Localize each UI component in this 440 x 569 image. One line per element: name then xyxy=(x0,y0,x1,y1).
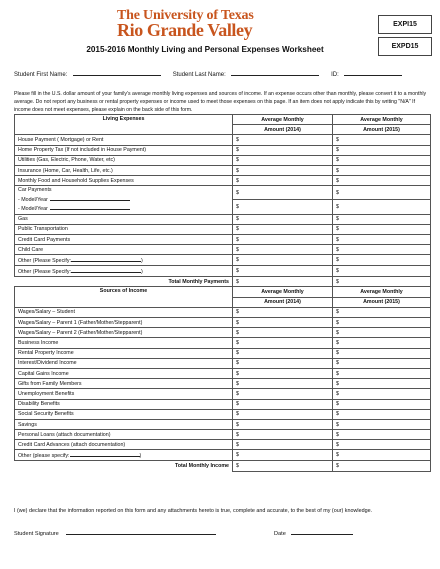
amount-2015[interactable]: $ xyxy=(333,145,431,155)
col-2015-year: Amount (2015) xyxy=(333,125,431,135)
income-label: Credit Card Advances (attach documentation) xyxy=(15,440,233,450)
car-model-field[interactable] xyxy=(50,195,130,201)
amount-2014[interactable]: $ xyxy=(233,318,333,328)
income-row xyxy=(15,409,431,419)
amount-2014[interactable]: $ xyxy=(233,440,333,450)
car-model-label: - Model/Year xyxy=(18,196,48,203)
amount-2015[interactable]: $ xyxy=(333,379,431,389)
declaration: I (we) declare that the information reported on this form and any attachments hereto is true, complete and accurate, to the best of my (our) knowledge. xyxy=(14,508,373,514)
income-label: Rental Property Income xyxy=(15,348,233,358)
income-label: Interest/Dividend Income xyxy=(15,358,233,368)
income-label: Wages/Salary – Student xyxy=(15,307,233,317)
expense-label: Public Transportation xyxy=(15,224,233,234)
income-label: Savings xyxy=(15,419,233,429)
income-header-row xyxy=(15,287,431,297)
col-2015-heading: Average Monthly xyxy=(333,287,431,297)
expense-label: Gas xyxy=(15,214,233,224)
amount-2014[interactable]: $ xyxy=(233,214,333,224)
income-row xyxy=(15,328,431,338)
income-row xyxy=(15,348,431,358)
amount-2014[interactable]: $ xyxy=(233,307,333,317)
expenses-header-row xyxy=(15,115,431,125)
amount-2015[interactable]: $ xyxy=(333,358,431,368)
worksheet-table xyxy=(14,114,431,472)
income-row xyxy=(15,318,431,328)
form-code-expd15: EXPD15 xyxy=(378,37,432,56)
income-row xyxy=(15,399,431,409)
id-field[interactable] xyxy=(344,69,402,76)
amount-2015[interactable]: $ xyxy=(333,307,431,317)
last-name-label: Student Last Name: xyxy=(172,72,226,78)
income-row xyxy=(15,368,431,378)
amount-2015[interactable]: $ xyxy=(333,399,431,409)
date-field[interactable] xyxy=(291,528,353,535)
col-2014-heading: Average Monthly xyxy=(233,115,333,125)
total-2014[interactable]: $ xyxy=(233,461,333,471)
amount-2014[interactable]: $ xyxy=(233,368,333,378)
expense-other-row xyxy=(15,266,431,277)
expense-label: Home Property Tax (If not included in House Payment) xyxy=(15,145,233,155)
student-info-row xyxy=(14,69,402,78)
income-total-row xyxy=(15,461,431,471)
income-row xyxy=(15,307,431,317)
amount-2014[interactable]: $ xyxy=(233,389,333,399)
expenses-column-label: Living Expenses xyxy=(15,115,233,135)
amount-2014[interactable]: $ xyxy=(233,234,333,244)
amount-2015[interactable]: $ xyxy=(333,176,431,186)
other-label: Other (Please Specify: xyxy=(18,269,71,276)
expense-row xyxy=(15,234,431,244)
date-label: Date xyxy=(274,531,286,537)
income-label: Wages/Salary – Parent 2 (Father/Mother/Stepparent) xyxy=(15,328,233,338)
total-monthly-income-label: Total Monthly Income xyxy=(15,461,233,471)
col-2015-heading: Average Monthly xyxy=(333,115,431,125)
income-label: Business Income xyxy=(15,338,233,348)
instructions: Please fill in the U.S. dollar amount of your family's average monthly living expenses and sources of income. If an expense occurs other than monthly, please convert it to a monthly average. Do not report any business or rental property expenses or income used to meet those expenses on this page. If an item does not apply indicate this by writing "N/A" If income does not meet expenses, please explain on the back side of this form. xyxy=(14,91,427,113)
expense-label: Child Care xyxy=(15,245,233,255)
expense-row xyxy=(15,145,431,155)
amount-2015[interactable]: $ xyxy=(333,245,431,255)
amount-2015[interactable]: $ xyxy=(333,135,431,145)
amount-2015[interactable]: $ xyxy=(333,186,431,200)
other-specify-label xyxy=(15,450,233,461)
amount-2015[interactable]: $ xyxy=(333,409,431,419)
col-2014-year: Amount (2014) xyxy=(233,125,333,135)
other-close: ) xyxy=(141,269,143,276)
other-specify-field[interactable] xyxy=(70,450,142,460)
amount-2015[interactable]: $ xyxy=(333,200,431,214)
expense-label: Credit Card Payments xyxy=(15,234,233,244)
amount-2014[interactable]: $ xyxy=(233,155,333,165)
expense-label: Utilities (Gas, Electric, Phone, Water, etc) xyxy=(15,155,233,165)
car-payments-row xyxy=(15,186,431,200)
col-2014-heading: Average Monthly xyxy=(233,287,333,297)
amount-2015[interactable]: $ xyxy=(333,419,431,429)
total-monthly-payments-label: Total Monthly Payments xyxy=(15,277,233,287)
amount-2014[interactable]: $ xyxy=(233,176,333,186)
other-specify-field[interactable] xyxy=(71,266,143,276)
amount-2015[interactable]: $ xyxy=(333,224,431,234)
other-label: Other (please specify: xyxy=(18,453,70,460)
income-row xyxy=(15,358,431,368)
expense-row xyxy=(15,135,431,145)
amount-2015[interactable]: $ xyxy=(333,155,431,165)
amount-2014[interactable]: $ xyxy=(233,358,333,368)
expense-row xyxy=(15,224,431,234)
car-payments-title: Car Payments xyxy=(18,187,52,194)
other-label: Other (Please Specify: xyxy=(18,258,71,265)
amount-2014[interactable]: $ xyxy=(233,430,333,440)
other-specify-label xyxy=(15,266,233,277)
amount-2015[interactable]: $ xyxy=(333,165,431,175)
amount-2015[interactable]: $ xyxy=(333,368,431,378)
amount-2014[interactable]: $ xyxy=(233,224,333,234)
signature-field[interactable] xyxy=(66,528,216,535)
income-label: Unemployment Benefits xyxy=(15,389,233,399)
income-label: Social Security Benefits xyxy=(15,409,233,419)
income-other-row xyxy=(15,450,431,461)
amount-2014[interactable]: $ xyxy=(233,450,333,461)
col-2015-year: Amount (2015) xyxy=(333,297,431,307)
other-specify-label xyxy=(15,255,233,266)
income-label: Gifts from Family Members xyxy=(15,379,233,389)
car-model-field[interactable] xyxy=(50,204,130,210)
total-2015[interactable]: $ xyxy=(333,461,431,471)
income-row xyxy=(15,379,431,389)
first-name-label: Student First Name: xyxy=(14,72,68,78)
first-name-field[interactable] xyxy=(73,69,161,76)
date-row xyxy=(274,528,353,537)
income-label: Wages/Salary – Parent 1 (Father/Mother/Stepparent) xyxy=(15,318,233,328)
amount-2014[interactable]: $ xyxy=(233,245,333,255)
other-close: ) xyxy=(139,453,142,460)
expense-label: Monthly Food and Household Supplies Expenses xyxy=(15,176,233,186)
income-label: Personal Loans (attach documentation) xyxy=(15,430,233,440)
income-label: Disability Benefits xyxy=(15,399,233,409)
amount-2015[interactable]: $ xyxy=(333,450,431,461)
col-2014-year: Amount (2014) xyxy=(233,297,333,307)
amount-2014[interactable]: $ xyxy=(233,419,333,429)
amount-2014[interactable]: $ xyxy=(233,186,333,200)
expense-row xyxy=(15,155,431,165)
signature-row xyxy=(14,528,216,537)
expense-label: House Payment ( Mortgage) or Rent xyxy=(15,135,233,145)
amount-2015[interactable]: $ xyxy=(333,389,431,399)
income-label: Capital Gains Income xyxy=(15,368,233,378)
amount-2015[interactable]: $ xyxy=(333,430,431,440)
amount-2014[interactable]: $ xyxy=(233,379,333,389)
amount-2015[interactable]: $ xyxy=(333,328,431,338)
amount-2015[interactable]: $ xyxy=(333,255,431,266)
amount-2014[interactable]: $ xyxy=(233,348,333,358)
income-row xyxy=(15,419,431,429)
signature-label: Student Signature xyxy=(14,531,59,537)
amount-2014[interactable]: $ xyxy=(233,165,333,175)
expense-row xyxy=(15,214,431,224)
amount-2015[interactable]: $ xyxy=(333,266,431,277)
total-2014[interactable]: $ xyxy=(233,277,333,287)
university-logo-line2: Rio Grande Valley xyxy=(117,20,253,40)
amount-2015[interactable]: $ xyxy=(333,318,431,328)
other-specify-field[interactable] xyxy=(71,255,143,265)
amount-2014[interactable]: $ xyxy=(233,145,333,155)
amount-2015[interactable]: $ xyxy=(333,440,431,450)
amount-2014[interactable]: $ xyxy=(233,200,333,214)
expense-row xyxy=(15,165,431,175)
amount-2014[interactable]: $ xyxy=(233,266,333,277)
car-model-label: - Model/Year xyxy=(18,206,48,213)
expense-row xyxy=(15,176,431,186)
total-2015[interactable]: $ xyxy=(333,277,431,287)
income-row xyxy=(15,338,431,348)
amount-2015[interactable]: $ xyxy=(333,214,431,224)
amount-2014[interactable]: $ xyxy=(233,338,333,348)
id-label: ID: xyxy=(331,72,339,78)
income-column-label: Sources of Income xyxy=(15,287,233,307)
amount-2015[interactable]: $ xyxy=(333,338,431,348)
income-row xyxy=(15,389,431,399)
university-logo-line1: The University of Texas xyxy=(117,8,254,23)
amount-2015[interactable]: $ xyxy=(333,348,431,358)
amount-2014[interactable]: $ xyxy=(233,328,333,338)
form-code-expi15: EXPI15 xyxy=(378,15,432,34)
page-title: 2015-2016 Monthly Living and Personal Expenses Worksheet xyxy=(86,45,324,54)
car-payments-label xyxy=(15,186,233,214)
expense-label: Insurance (Home, Car, Health, Life, etc.) xyxy=(15,165,233,175)
amount-2014[interactable]: $ xyxy=(233,255,333,266)
amount-2015[interactable]: $ xyxy=(333,234,431,244)
expense-other-row xyxy=(15,255,431,266)
amount-2014[interactable]: $ xyxy=(233,409,333,419)
income-row xyxy=(15,440,431,450)
amount-2014[interactable]: $ xyxy=(233,135,333,145)
income-row xyxy=(15,430,431,440)
expense-row xyxy=(15,245,431,255)
expense-total-row xyxy=(15,277,431,287)
amount-2014[interactable]: $ xyxy=(233,399,333,409)
last-name-field[interactable] xyxy=(231,69,319,76)
other-close: ) xyxy=(141,258,143,265)
